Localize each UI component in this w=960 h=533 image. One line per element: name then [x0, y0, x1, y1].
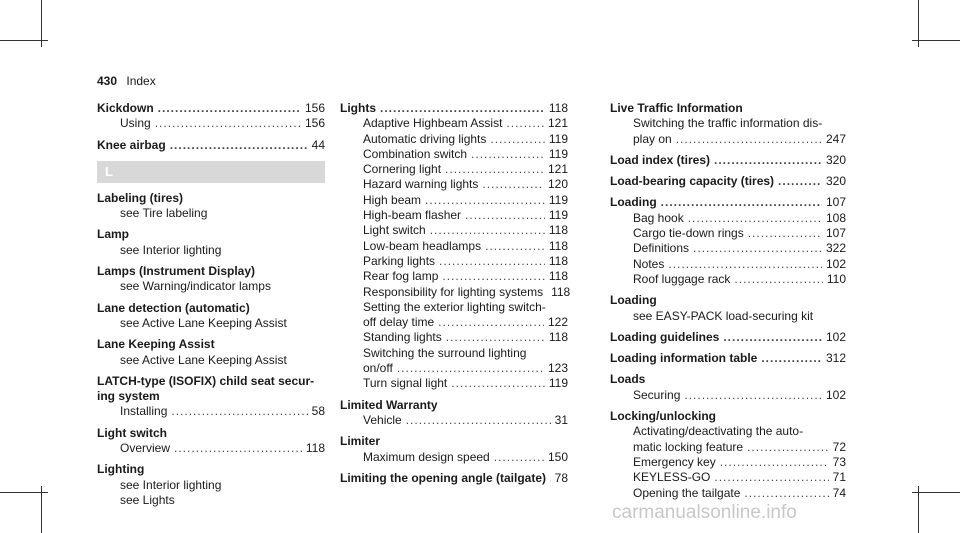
index-entry: see Active Lane Keeping Assist [120, 352, 287, 367]
index-entry [340, 254, 568, 269]
index-entry [340, 116, 568, 131]
leader-dots [744, 486, 828, 501]
page-ref[interactable]: 119 [548, 192, 568, 207]
index-entry [610, 211, 846, 226]
index-entry [610, 153, 846, 168]
index-entry: Setting the exterior lighting switch- [363, 299, 546, 314]
index-entry [340, 147, 568, 162]
index-entry [97, 138, 325, 153]
index-entry [610, 241, 846, 256]
leader-dots [397, 361, 544, 376]
index-entry [340, 376, 568, 391]
page-ref[interactable]: 108 [825, 210, 846, 225]
leader-dots [693, 241, 822, 256]
page-ref[interactable]: 118 [548, 238, 568, 253]
page-ref[interactable]: 44 [311, 137, 325, 152]
index-entry: Limiter [340, 434, 381, 449]
page-ref[interactable]: 312 [825, 351, 846, 366]
index-entry [340, 239, 568, 254]
index-entry: Limited Warranty [340, 397, 438, 412]
index-entry [610, 388, 846, 403]
index-entry: see Lights [120, 492, 175, 507]
index-entry [340, 193, 568, 208]
index-entry [97, 101, 325, 116]
entry-text: Roof luggage rack [633, 271, 731, 286]
index-entry: Locking/unlocking [610, 409, 717, 424]
page-ref[interactable]: 150 [547, 449, 568, 464]
index-entry: see EASY-PACK load-securing kit [633, 308, 814, 323]
section-title: Index [126, 74, 156, 88]
page-ref[interactable]: 74 [832, 485, 846, 500]
leader-dots [406, 413, 551, 428]
page-ref[interactable]: 102 [825, 256, 846, 271]
leader-dots [661, 195, 822, 210]
page-ref[interactable]: 118 [548, 223, 568, 238]
crop-mark [918, 486, 919, 533]
page-ref[interactable]: 156 [304, 101, 325, 115]
leader-dots [688, 211, 822, 226]
entry-text: Light switch [363, 223, 426, 238]
index-entry [610, 226, 846, 241]
crop-mark [0, 40, 48, 41]
leader-dots [171, 404, 307, 419]
crop-mark [0, 492, 48, 493]
leader-dots [465, 208, 545, 223]
entry-text: Securing [633, 387, 681, 402]
page-number: 430 [97, 74, 118, 88]
index-entry: Lamp [97, 227, 130, 242]
entry-text: Load-bearing capacity (tires) [610, 174, 775, 189]
entry-text: play on [633, 131, 672, 146]
page-ref[interactable]: 122 [547, 315, 568, 330]
page-ref[interactable]: 58 [311, 404, 325, 419]
entry-text: High beam [363, 192, 422, 207]
index-entry [610, 174, 846, 189]
leader-dots [438, 315, 544, 330]
page-ref[interactable]: 320 [825, 174, 846, 189]
index-entry [97, 116, 325, 131]
page-header [97, 74, 156, 88]
index-entry [610, 351, 846, 366]
page-ref[interactable]: 118 [548, 330, 568, 345]
index-entry [340, 101, 568, 116]
index-entry [610, 470, 846, 485]
index-entry [340, 223, 568, 238]
entry-text: Installing [120, 404, 168, 419]
index-entry: Labeling (tires) [97, 190, 184, 205]
leader-dots [761, 351, 822, 366]
entry-text: Cornering light [363, 162, 442, 177]
index-entry: Lane detection (automatic) [97, 300, 250, 315]
index-entry: Activating/deactivating the auto- [633, 424, 804, 439]
entry-text: Bag hook [633, 210, 684, 225]
index-entry [97, 404, 325, 419]
page-ref[interactable]: 322 [825, 241, 846, 256]
entry-text: Definitions [633, 241, 690, 256]
leader-dots [668, 257, 822, 272]
entry-text: Lights [340, 101, 376, 115]
leader-dots [676, 132, 822, 147]
entry-text: Loading [610, 195, 657, 210]
leader-dots [446, 330, 545, 345]
page-ref[interactable]: 320 [825, 152, 846, 167]
leader-dots [471, 147, 545, 162]
page-ref[interactable]: 156 [304, 116, 325, 131]
leader-dots [155, 116, 301, 131]
entry-text: Parking lights [363, 253, 436, 268]
page-ref[interactable]: 71 [832, 470, 846, 485]
page-ref[interactable]: 118 [548, 101, 568, 115]
entry-text: Maximum design speed [363, 449, 490, 464]
index-entry: Switching the traffic information dis- [633, 116, 823, 131]
index-column-2 [340, 101, 571, 486]
entry-text: Adaptive Highbeam Assist [363, 116, 503, 131]
page-ref[interactable]: 119 [548, 131, 568, 146]
page-ref[interactable]: 118 [548, 253, 568, 268]
leader-dots [734, 272, 822, 287]
leader-dots [425, 193, 545, 208]
page-ref[interactable]: 119 [548, 376, 568, 391]
index-entry: Switching the surround lighting [363, 345, 527, 360]
leader-dots [482, 177, 544, 192]
leader-dots [174, 441, 302, 456]
leader-dots [720, 455, 829, 470]
page-ref[interactable]: 107 [825, 195, 846, 210]
entry-text: Combination switch [363, 146, 468, 161]
crop-mark [912, 40, 960, 41]
index-entry: see Active Lane Keeping Assist [120, 315, 287, 330]
index-entry [340, 330, 568, 345]
leader-dots [714, 470, 828, 485]
index-entry: Loads [610, 372, 646, 387]
page-ref[interactable]: 121 [547, 116, 568, 131]
index-entry [610, 195, 846, 210]
entry-text: Responsibility for lighting systems [363, 284, 544, 299]
leader-dots [714, 153, 822, 168]
index-entry [340, 132, 568, 147]
index-entry: Live Traffic Information [610, 101, 743, 115]
index-entry [610, 330, 846, 345]
page-ref[interactable]: 72 [832, 439, 846, 454]
leader-dots [380, 101, 545, 116]
page-ref[interactable]: 78 [554, 470, 568, 485]
index-entry [340, 177, 568, 192]
index-entry [340, 284, 571, 300]
entry-text: on/off [363, 361, 393, 376]
leader-dots [684, 388, 822, 403]
page-ref[interactable]: 107 [825, 226, 846, 241]
page-ref[interactable]: 110 [826, 271, 846, 286]
leader-dots [430, 223, 545, 238]
entry-text: Using [120, 116, 151, 131]
entry-text: Turn signal light [363, 376, 448, 391]
leader-dots [158, 101, 301, 116]
index-entry: Lamps (Instrument Display) [97, 264, 256, 279]
entry-text: Limiting the opening angle (tailgate) [340, 470, 546, 485]
entry-text: Cargo tie-down rings [633, 226, 744, 241]
leader-dots [445, 162, 544, 177]
page-ref[interactable]: 118 [551, 284, 571, 299]
leader-dots [747, 440, 829, 455]
index-entry: Light switch [97, 425, 167, 440]
entry-text: Emergency key [633, 454, 716, 469]
leader-dots [723, 330, 822, 345]
index-entry [610, 486, 846, 501]
entry-text: Overview [120, 441, 171, 456]
index-entry [610, 257, 846, 272]
index-entry [610, 455, 846, 470]
leader-dots [748, 226, 822, 241]
page-ref[interactable]: 73 [832, 454, 846, 469]
index-column-3 [610, 101, 846, 501]
index-entry [610, 440, 846, 455]
index-entry: Lighting [97, 462, 145, 477]
index-entry [97, 441, 325, 456]
index-entry: Loading [610, 293, 657, 308]
page-ref[interactable]: 121 [547, 162, 568, 177]
page-ref[interactable]: 102 [825, 329, 846, 344]
entry-text: Vehicle [363, 412, 402, 427]
index-entry [340, 361, 568, 376]
leader-dots [439, 254, 545, 269]
index-entry [610, 132, 846, 147]
leader-dots [778, 174, 822, 189]
page-ref[interactable]: 31 [554, 412, 568, 427]
entry-text: matic locking feature [633, 439, 744, 454]
leader-dots [506, 116, 544, 131]
index-entry: see Interior lighting [120, 477, 222, 492]
entry-text: Notes [633, 256, 665, 271]
page-ref[interactable]: 247 [825, 131, 846, 146]
index-entry [340, 269, 568, 284]
page-ref[interactable]: 119 [548, 208, 568, 223]
entry-text: High-beam flasher [363, 208, 462, 223]
entry-text: Kickdown [97, 101, 154, 115]
page-ref[interactable]: 118 [305, 441, 325, 456]
leader-dots [451, 376, 545, 391]
index-entry [340, 471, 568, 486]
entry-text: off delay time [363, 315, 435, 330]
page-ref[interactable]: 119 [548, 146, 568, 161]
page-ref[interactable]: 123 [547, 361, 568, 376]
index-entry: see Warning/indicator lamps [120, 279, 271, 294]
entry-text: Loading information table [610, 351, 758, 366]
page-ref[interactable]: 118 [548, 269, 568, 284]
entry-text: Loading guidelines [610, 329, 720, 344]
leader-dots [442, 269, 544, 284]
index-entry: ing system [97, 389, 160, 404]
index-entry [340, 413, 568, 428]
entry-text: Opening the tailgate [633, 485, 741, 500]
leader-dots [485, 239, 545, 254]
index-column-1 [97, 101, 325, 508]
index-entry [340, 208, 568, 223]
leader-dots [494, 450, 544, 465]
leader-dots [170, 138, 308, 153]
index-entry [340, 315, 568, 330]
page-ref[interactable]: 102 [825, 387, 846, 402]
page-ref[interactable]: 120 [547, 177, 568, 192]
entry-text: Load index (tires) [610, 152, 711, 167]
leader-dots [550, 471, 551, 486]
index-entry [610, 272, 846, 287]
entry-text: Low-beam headlamps [363, 238, 482, 253]
crop-mark [41, 486, 42, 533]
entry-text: Automatic driving lights [363, 131, 487, 146]
entry-text: Knee airbag [97, 137, 166, 152]
leader-dots [490, 132, 544, 147]
crop-mark [912, 492, 960, 493]
index-entry: see Tire labeling [120, 206, 208, 221]
entry-text: Hazard warning lights [363, 177, 479, 192]
index-entry: see Interior lighting [120, 242, 222, 257]
index-entry: LATCH-type (ISOFIX) child seat secur- [97, 373, 315, 388]
letter-heading: L [97, 161, 325, 183]
index-entry [340, 450, 568, 465]
index-entry: Lane Keeping Assist [97, 337, 215, 352]
entry-text: Rear fog lamp [363, 269, 439, 284]
watermark: carmanualsonline.info [612, 502, 797, 523]
entry-text: KEYLESS-GO [633, 470, 711, 485]
index-entry [340, 162, 568, 177]
entry-text: Standing lights [363, 330, 442, 345]
